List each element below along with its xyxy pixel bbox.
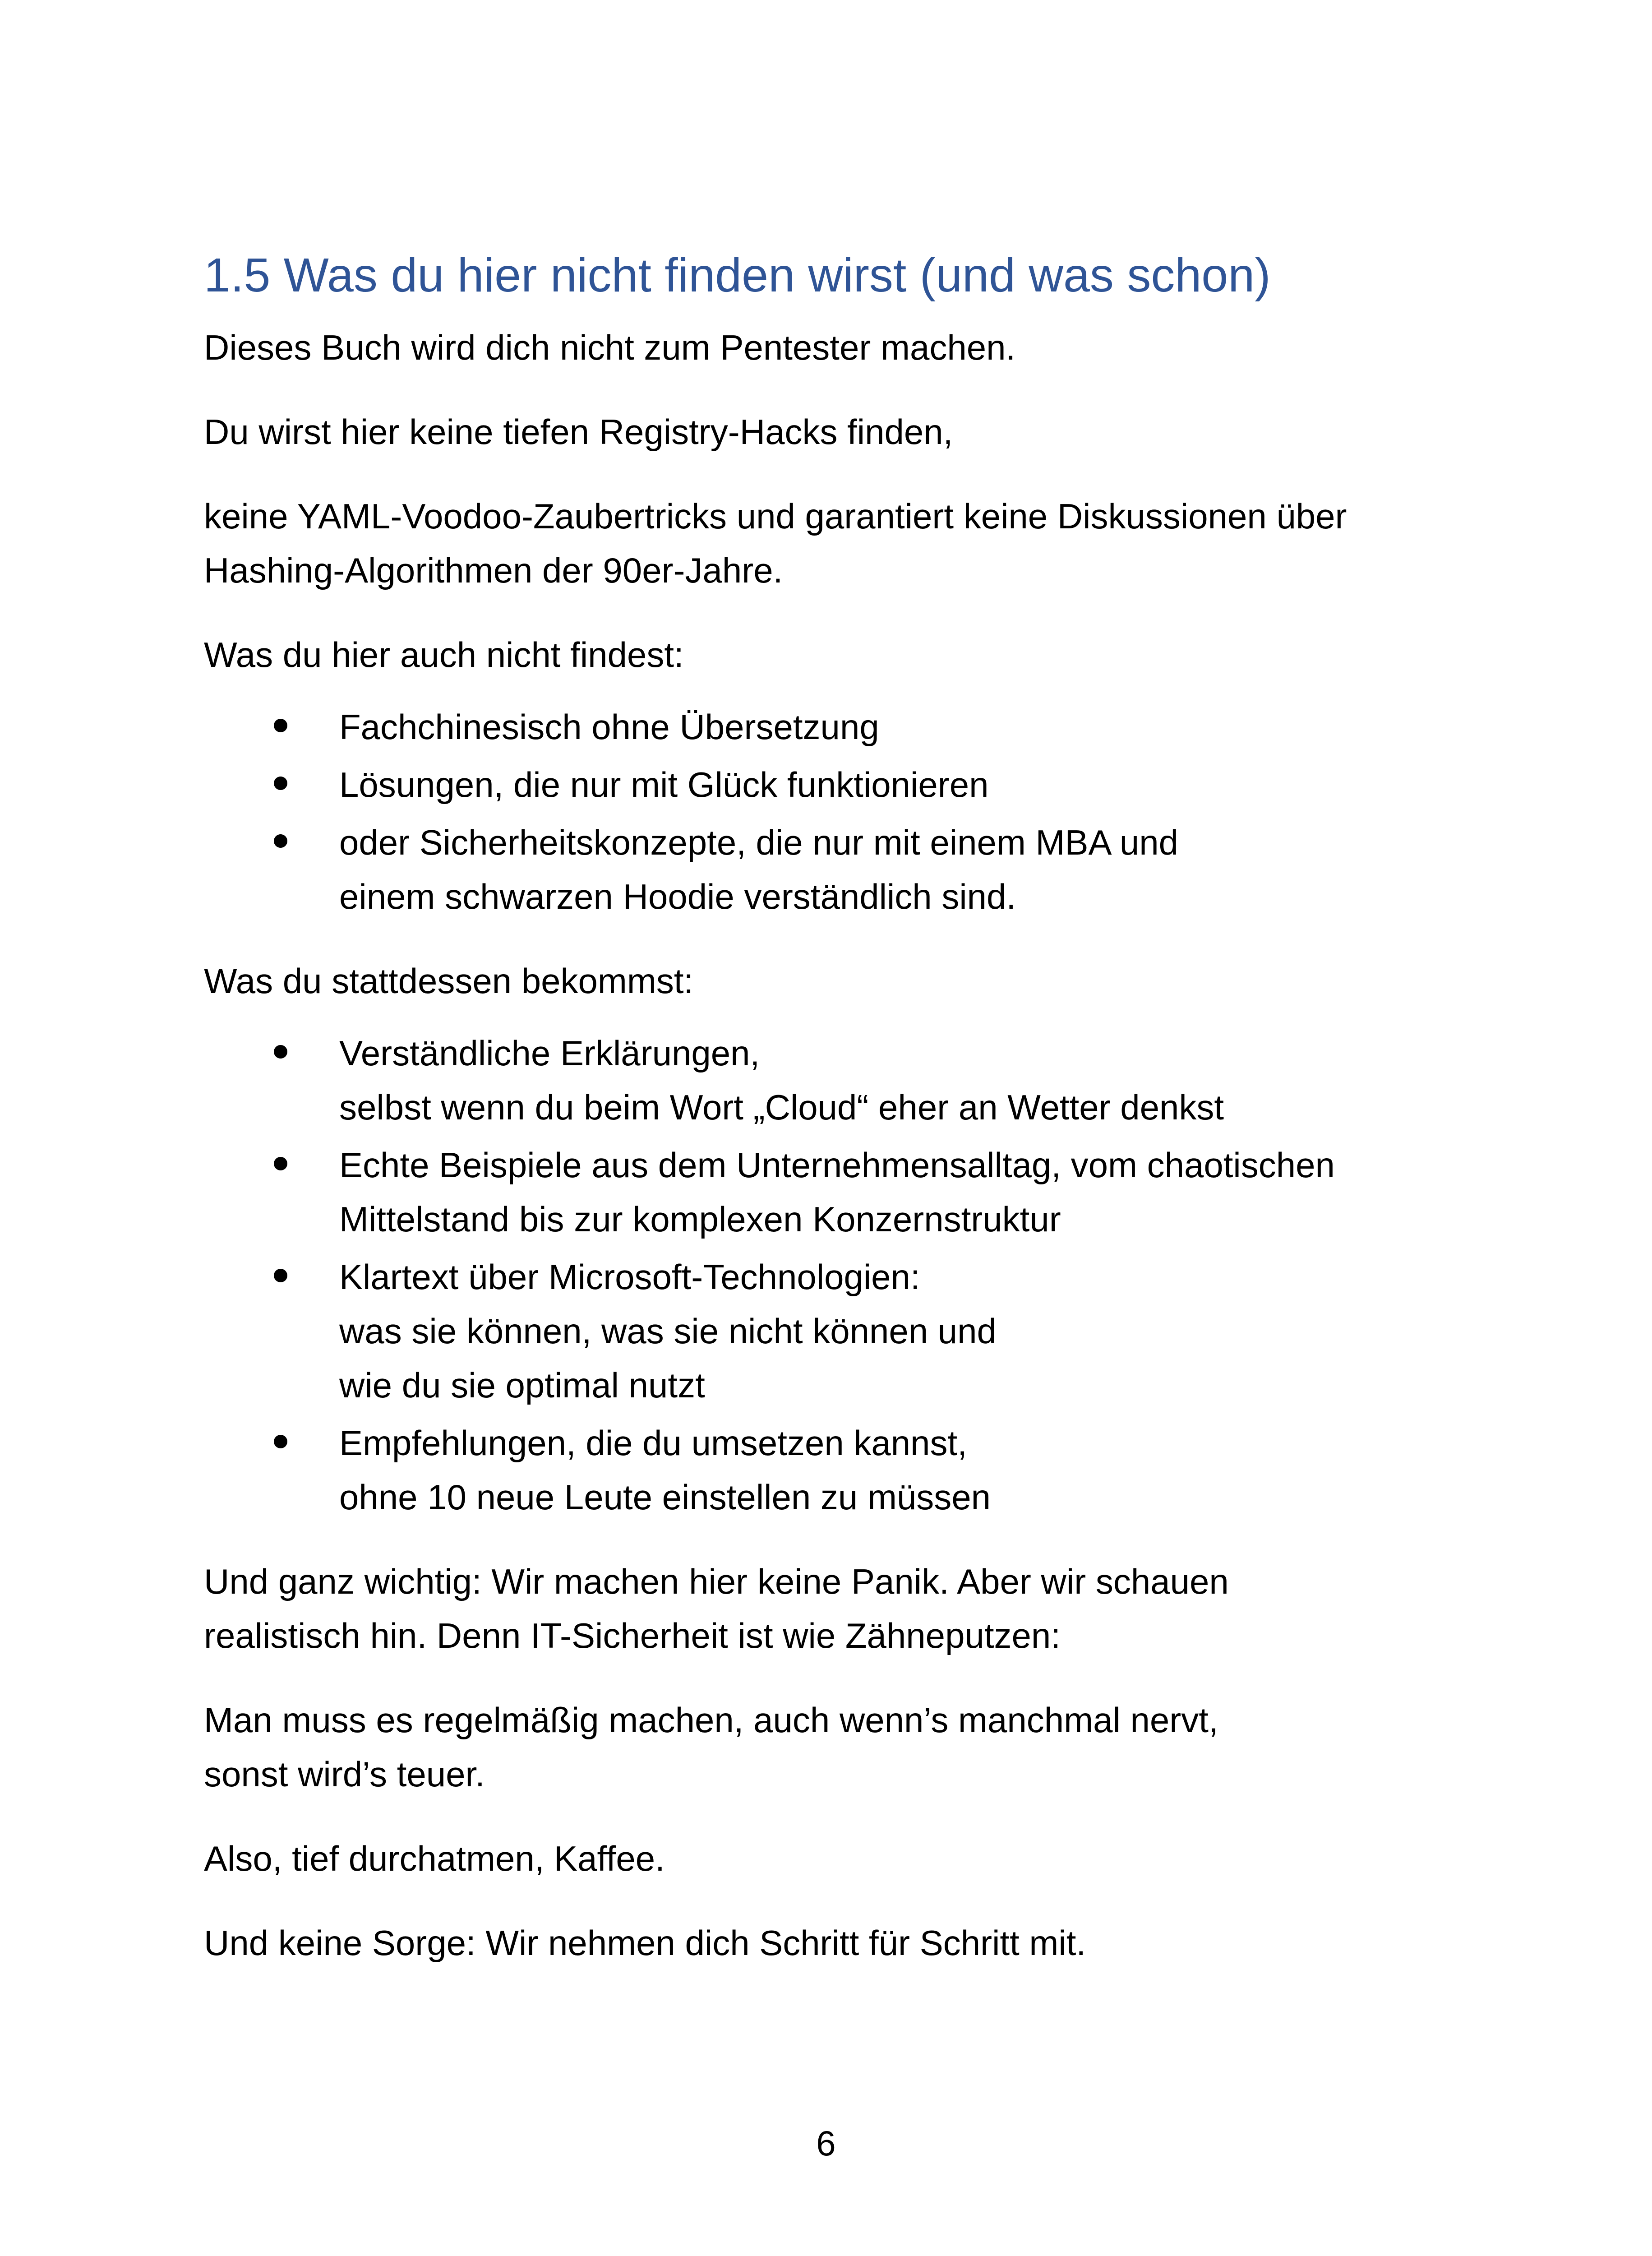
text-line: Man muss es regelmäßig machen, auch wenn’s manchmal nervt, bbox=[204, 1700, 1218, 1740]
paragraph-closing-1 bbox=[204, 1554, 1467, 1663]
text-line: Was du stattdessen bekommst: bbox=[204, 961, 694, 1001]
paragraph-closing-3 bbox=[204, 1831, 1467, 1886]
list-item-text: Lösungen, die nur mit Glück funktionieren bbox=[339, 765, 989, 804]
list-item-text: Klartext über Microsoft-Technologien: bbox=[339, 1257, 920, 1297]
text-line: keine YAML-Voodoo-Zaubertricks und garantiert keine Diskussionen über bbox=[204, 496, 1347, 536]
text-line: Dieses Buch wird dich nicht zum Pentester machen. bbox=[204, 328, 1016, 367]
text-line: Du wirst hier keine tiefen Registry-Hacks finden, bbox=[204, 412, 953, 452]
bullet-icon bbox=[274, 719, 287, 732]
list-item-text: was sie können, was sie nicht können und bbox=[339, 1311, 997, 1351]
list-item bbox=[204, 1026, 1467, 1134]
list-item-text: Echte Beispiele aus dem Unternehmensalltag, vom chaotischen bbox=[339, 1145, 1335, 1185]
not-found-list bbox=[204, 700, 1467, 924]
text-line: realistisch hin. Denn IT-Sicherheit ist wie Zähneputzen: bbox=[204, 1616, 1061, 1655]
list-item-text: selbst wenn du beim Wort „Cloud“ eher an Wetter denkst bbox=[339, 1087, 1224, 1127]
paragraph-not-found-intro bbox=[204, 628, 1467, 682]
list-item bbox=[204, 1416, 1467, 1524]
bullet-icon bbox=[274, 1435, 287, 1448]
list-item-text: ohne 10 neue Leute einstellen zu müssen bbox=[339, 1477, 991, 1517]
list-item bbox=[204, 700, 1467, 754]
paragraph-closing-2 bbox=[204, 1693, 1467, 1801]
section-heading: 1.5 Was du hier nicht finden wirst (und was schon) bbox=[204, 249, 1271, 302]
text-line: Und ganz wichtig: Wir machen hier keine Panik. Aber wir schauen bbox=[204, 1562, 1229, 1601]
text-line: Hashing-Algorithmen der 90er-Jahre. bbox=[204, 550, 783, 590]
list-item-text: Fachchinesisch ohne Übersetzung bbox=[339, 707, 879, 747]
bullet-icon bbox=[274, 1157, 287, 1170]
list-item bbox=[204, 815, 1467, 924]
bullet-icon bbox=[274, 777, 287, 790]
bullet-icon bbox=[274, 1269, 287, 1282]
list-item-text: einem schwarzen Hoodie verständlich sind. bbox=[339, 877, 1016, 916]
paragraph-intro-1 bbox=[204, 320, 1467, 374]
page-number: 6 bbox=[816, 2123, 836, 2163]
list-item-text: oder Sicherheitskonzepte, die nur mit einem MBA und bbox=[339, 823, 1179, 862]
list-item-text: Empfehlungen, die du umsetzen kannst, bbox=[339, 1423, 967, 1463]
list-item-text: Verständliche Erklärungen, bbox=[339, 1033, 760, 1073]
text-line: Also, tief durchatmen, Kaffee. bbox=[204, 1839, 665, 1878]
text-line: Und keine Sorge: Wir nehmen dich Schritt für Schritt mit. bbox=[204, 1923, 1086, 1963]
list-item-text: Mittelstand bis zur komplexen Konzernstruktur bbox=[339, 1199, 1061, 1239]
bullet-icon bbox=[274, 834, 287, 848]
page-content bbox=[204, 244, 1467, 2000]
closing-section bbox=[204, 1554, 1467, 1970]
text-line: sonst wird’s teuer. bbox=[204, 1754, 485, 1794]
intro-section bbox=[204, 320, 1467, 682]
text-line: Was du hier auch nicht findest: bbox=[204, 635, 684, 675]
list-item bbox=[204, 1138, 1467, 1246]
bullet-icon bbox=[274, 1045, 287, 1059]
list-item bbox=[204, 1250, 1467, 1412]
list-item bbox=[204, 758, 1467, 812]
paragraph-intro-3 bbox=[204, 489, 1467, 597]
paragraph-instead-intro bbox=[204, 954, 1467, 1008]
list-item-text: wie du sie optimal nutzt bbox=[339, 1365, 705, 1405]
paragraph-closing-4 bbox=[204, 1916, 1467, 1970]
instead-list bbox=[204, 1026, 1467, 1524]
paragraph-intro-2 bbox=[204, 405, 1467, 459]
